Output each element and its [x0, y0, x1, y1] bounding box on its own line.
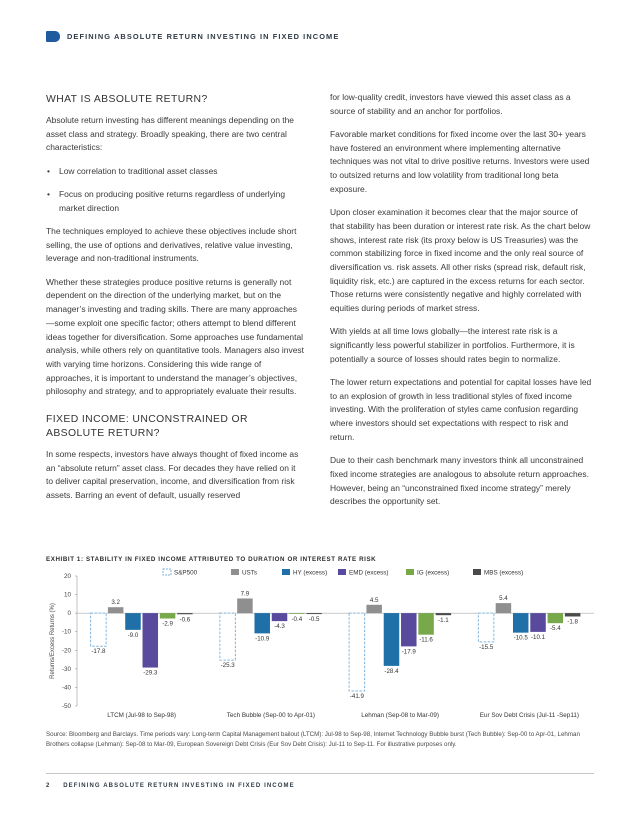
data-label: -17.9	[401, 648, 416, 656]
y-tick-label: -10	[61, 628, 71, 636]
y-axis-title: Returns/Excess Returns (%)	[50, 603, 56, 679]
data-label: 4.5	[369, 596, 379, 604]
data-label: 7.9	[240, 590, 250, 598]
heading-fixed-income: FIXED INCOME: UNCONSTRAINED OR ABSOLUTE RETURN?	[46, 414, 248, 440]
bar-emd-excess	[530, 613, 546, 632]
paragraph: Favorable market conditions for fixed income over the last 30+ years have fostered an environment where implementing alternative techniques was not vital to drive positive returns. Investors were used to outsized returns and low volatility from traditional long beta exposure.	[330, 129, 590, 194]
legend-label: MBS (excess)	[484, 569, 524, 577]
x-category-label: Eur Sov Debt Crisis (Jul-11 -Sep11)	[479, 712, 579, 719]
data-label: -10.9	[255, 635, 270, 643]
heading-what-is-absolute-return: WHAT IS ABSOLUTE RETURN?	[46, 94, 208, 105]
bar-usts	[366, 605, 382, 613]
left-column	[46, 93, 304, 512]
bar-emd-excess	[401, 613, 417, 646]
exhibit-title: EXHIBIT 1: STABILITY IN FIXED INCOME ATTRIBUTED TO DURATION OR INTEREST RATE RISK	[46, 556, 377, 563]
legend-swatch	[338, 569, 346, 575]
paragraph: Due to their cash benchmark many investors think all unconstrained fixed income strategies are analogous to absolute return approaches. However, being an “unconstrained fixed income strategy” merely describes the opportunity set.	[330, 455, 589, 507]
data-label: -1.8	[567, 618, 578, 626]
bar-mbs-excess	[436, 613, 452, 615]
header-title: DEFINING ABSOLUTE RETURN INVESTING IN FIXED INCOME	[67, 32, 340, 41]
data-label: -25.3	[220, 662, 235, 670]
data-label: -0.5	[308, 616, 320, 624]
legend-label: HY (excess)	[293, 569, 328, 577]
legend-label: EMD (excess)	[349, 569, 389, 577]
paragraph: Absolute return investing has different meanings depending on the asset class and strategy. Broadly speaking, there are two central characteristics:	[46, 115, 294, 153]
bar-hy-excess	[513, 613, 529, 632]
legend-label: S&P500	[174, 569, 198, 577]
footer-divider	[46, 773, 594, 774]
bullet-item: • Focus on producing positive returns regardless of underlying market direction	[46, 188, 304, 215]
bar-hy-excess	[254, 613, 270, 633]
bar-ig-excess	[160, 613, 176, 618]
legend-swatch	[282, 569, 290, 575]
bar-mbs-excess	[177, 613, 193, 614]
data-label: -29.3	[143, 669, 158, 677]
right-column	[330, 91, 592, 519]
bar-emd-excess	[272, 613, 288, 621]
paragraph: In some respects, investors have always thought of fixed income as an “absolute return” asset class. For decades they have relied on it to deliver capital preservation, income, and diversification from risk assets. Barring an event of default, usually reserved	[46, 449, 299, 501]
source-note: Source: Bloomberg and Barclays. Time periods vary: Long-term Capital Management bailout (LTCM): Jul-98 to Sep-98, Internet Technology Bubble burst (Tech Bubble): Sep-00 to Apr-01, Lehman Brothers collapse (Lehman): Sep-08 to Mar-09, European Sovereign Debt Crisis (Eur Sov Debt Crisis): Jul-11 to Sep-11. For illustrative purposes only.	[46, 731, 580, 749]
bar-s-p500	[91, 613, 107, 646]
x-category-label: Tech Bubble (Sep-00 to Apr-01)	[226, 712, 315, 719]
bar-usts	[237, 598, 253, 613]
bar-hy-excess	[125, 613, 141, 630]
data-label: -2.9	[162, 620, 173, 628]
data-label: 3.2	[111, 599, 120, 607]
paragraph: The lower return expectations and potential for capital losses have led to an explosion of growth in less traditional styles of fixed income investing. With the proliferation of styles came confusion regarding where investors should set expectations with respect to risk and return.	[330, 377, 592, 442]
data-label: -9.0	[127, 631, 139, 639]
bar-ig-excess	[289, 613, 305, 614]
bullet-item: • Low correlation to traditional asset classes	[46, 165, 304, 179]
paragraph: The techniques employed to achieve these objectives include short selling, the use of options and derivatives, relative value investing, leverage and non-traditional instruments.	[46, 226, 297, 264]
y-tick-label: -20	[61, 647, 71, 655]
y-tick-label: 0	[67, 610, 71, 618]
paragraph: With yields at all time lows globally—the interest rate risk is a significantly less powerful stabilizer in portfolios. Furthermore, it is potentially a source of losses should rates begin to normalize.	[330, 326, 575, 364]
data-label: -15.5	[479, 643, 494, 651]
data-label: -0.4	[291, 615, 303, 623]
footer-title: DEFINING ABSOLUTE RETURN INVESTING IN FIXED INCOME	[63, 783, 295, 789]
bar-hy-excess	[384, 613, 400, 666]
legend-label: IG (excess)	[417, 569, 450, 577]
data-label: -11.6	[419, 636, 433, 644]
bar-mbs-excess	[306, 613, 322, 614]
bar-mbs-excess	[565, 613, 581, 616]
bar-s-p500	[349, 613, 365, 691]
bar-usts	[496, 603, 512, 613]
data-label: -4.3	[274, 623, 285, 631]
paragraph: for low-quality credit, investors have viewed this asset class as a source of stability and an anchor for portfolios.	[330, 92, 571, 116]
paragraph: Upon closer examination it becomes clear that the major source of that stability has been duration or interest rate risk. As the chart below shows, interest rate risk (its proxy below is US Treasuries) was the common stabilizing force in fixed income and the only real source of diversification vs. risk assets. All other risks (spread risk, default risk, liquidity risk, etc.) are captured in the excess returns for each sector. Those returns were consistently negative and highly correlated with equities during periods of market stress.	[330, 207, 591, 314]
legend-label: USTs	[242, 569, 258, 577]
bar-ig-excess	[418, 613, 434, 635]
legend-swatch	[473, 569, 481, 575]
data-label: -17.8	[91, 648, 106, 656]
x-category-label: Lehman (Sep-08 to Mar-09)	[361, 712, 439, 719]
bar-s-p500	[478, 613, 494, 642]
legend-swatch	[231, 569, 239, 575]
data-label: -1.1	[438, 617, 449, 625]
legend-swatch	[163, 569, 171, 575]
data-label: -10.5	[513, 634, 528, 642]
data-label: -0.6	[179, 616, 191, 624]
footer	[46, 783, 295, 789]
bar-emd-excess	[143, 613, 159, 667]
bar-s-p500	[220, 613, 236, 660]
data-label: -5.4	[549, 625, 561, 633]
x-category-label: LTCM (Jul-98 to Sep-98)	[107, 712, 177, 719]
y-tick-label: -40	[61, 684, 71, 692]
bar-usts	[108, 607, 124, 613]
y-tick-label: -50	[61, 703, 71, 710]
paragraph: Whether these strategies produce positive returns is generally not dependent on the direction of the underlying market, but on the manager’s investing and trading skills. There are many approaches—some exploit one specific factor; others attempt to blend different ideas together for diversification. Some approaches use fundamental analysis, while others rely on quantitative tools. Managers also invest with varying time horizons. Considering this wide range of approaches, it is important to understand the manager’s objectives, philosophy and strategy, and to appropriately evaluate their results.	[46, 276, 304, 397]
y-tick-label: 20	[63, 573, 71, 580]
data-label: -41.9	[349, 692, 364, 700]
data-label: 5.4	[499, 595, 508, 603]
data-label: -28.4	[384, 667, 399, 675]
header-tab-marker	[46, 31, 60, 42]
data-label: -10.1	[530, 633, 546, 641]
legend-swatch	[406, 569, 414, 575]
page-number: 2	[46, 783, 51, 789]
bar-chart	[46, 566, 594, 726]
bar-ig-excess	[548, 613, 564, 623]
y-tick-label: 10	[63, 591, 71, 599]
y-tick-label: -30	[61, 665, 71, 673]
